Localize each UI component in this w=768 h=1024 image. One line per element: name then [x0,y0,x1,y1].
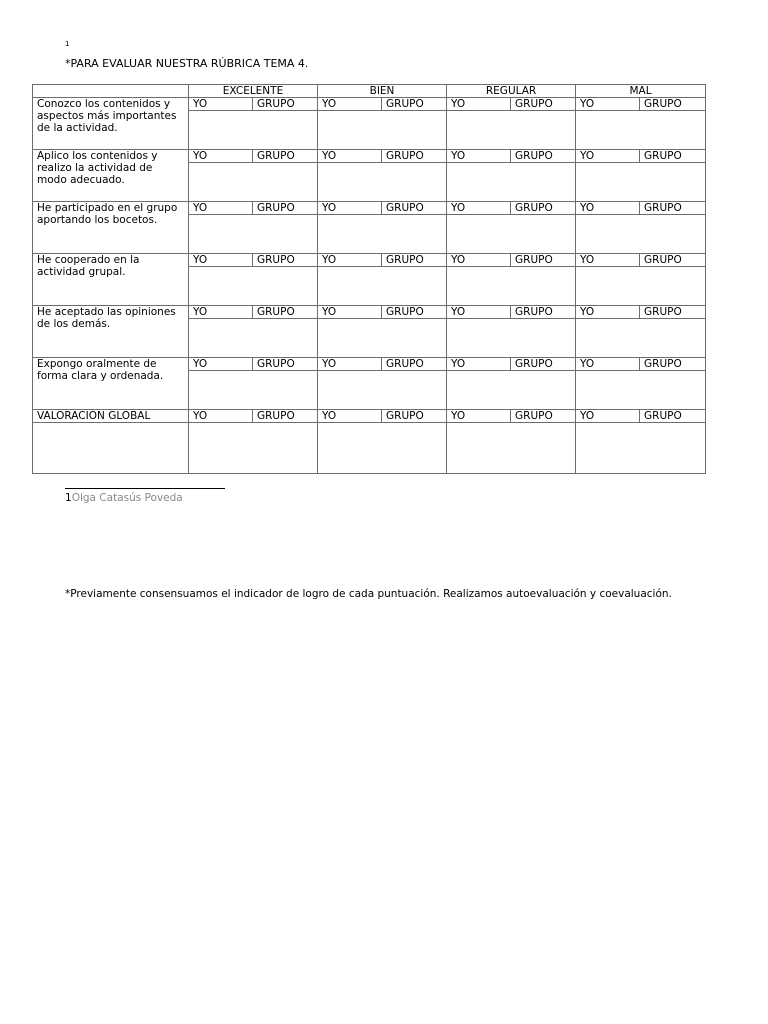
yo-label: YO [189,202,253,215]
footnote-author: Olga Catasús Poveda [71,492,183,504]
yo-label: YO [318,358,382,371]
yo-label: YO [576,306,640,319]
score-cell-excelente[interactable] [189,215,318,254]
score-cell-mal[interactable] [576,163,706,202]
global-cell-regular[interactable] [447,423,576,474]
yo-label: YO [189,254,253,267]
criterion-label: He aceptado las opiniones de los demás. [33,306,189,358]
grupo-label: GRUPO [640,98,706,111]
yo-label: YO [189,150,253,163]
rubric-table [32,84,706,474]
score-cell-bien[interactable] [318,163,447,202]
levels-header-row [33,85,706,98]
criterion-label: Aplico los contenidos y realizo la actividad de modo adecuado. [33,150,189,202]
yo-label: YO [447,98,511,111]
score-cell-excelente[interactable] [189,371,318,410]
grupo-label: GRUPO [511,306,576,319]
yo-label: YO [447,150,511,163]
grupo-label: GRUPO [382,98,447,111]
global-header-row [33,410,706,423]
grupo-label: GRUPO [511,202,576,215]
subheader-row [33,306,706,319]
score-cell-mal[interactable] [576,111,706,150]
subheader-row [33,358,706,371]
yo-label: YO [447,358,511,371]
grupo-label: GRUPO [511,98,576,111]
grupo-label: GRUPO [382,306,447,319]
grupo-label: GRUPO [511,410,576,423]
score-cell-regular[interactable] [447,319,576,358]
grupo-label: GRUPO [253,410,318,423]
score-cell-mal[interactable] [576,215,706,254]
global-label: VALORACIÓN GLOBAL [33,410,189,423]
grupo-label: GRUPO [382,150,447,163]
criterion-label: He cooperado en la actividad grupal. [33,254,189,306]
yo-label: YO [576,358,640,371]
grupo-label: GRUPO [640,410,706,423]
level-regular: REGULAR [447,85,576,98]
footnote-separator [65,488,225,489]
yo-label: YO [189,358,253,371]
grupo-label: GRUPO [253,306,318,319]
level-bien: BIEN [318,85,447,98]
yo-label: YO [576,410,640,423]
yo-label: YO [447,254,511,267]
grupo-label: GRUPO [253,98,318,111]
yo-label: YO [189,98,253,111]
yo-label: YO [189,306,253,319]
page-title: *PARA EVALUAR NUESTRA RÚBRICA TEMA 4. [65,57,309,70]
grupo-label: GRUPO [382,254,447,267]
criterion-label: Expongo oralmente de forma clara y ordenada. [33,358,189,410]
subheader-row [33,254,706,267]
yo-label: YO [318,150,382,163]
yo-label: YO [576,98,640,111]
grupo-label: GRUPO [382,358,447,371]
score-cell-regular[interactable] [447,215,576,254]
yo-label: YO [189,410,253,423]
yo-label: YO [576,254,640,267]
score-cell-excelente[interactable] [189,163,318,202]
yo-label: YO [576,150,640,163]
score-cell-regular[interactable] [447,163,576,202]
yo-label: YO [318,98,382,111]
score-cell-regular[interactable] [447,371,576,410]
global-cell-excelente[interactable] [189,423,318,474]
subheader-row [33,150,706,163]
level-excelente: EXCELENTE [189,85,318,98]
score-cell-bien[interactable] [318,319,447,358]
footnote [65,492,183,504]
score-cell-excelente[interactable] [189,111,318,150]
yo-label: YO [318,202,382,215]
subheader-row [33,98,706,111]
score-cell-excelente[interactable] [189,267,318,306]
grupo-label: GRUPO [382,410,447,423]
yo-label: YO [318,306,382,319]
score-cell-bien[interactable] [318,215,447,254]
score-cell-regular[interactable] [447,111,576,150]
criterion-label: Conozco los contenidos y aspectos más importantes de la actividad. [33,98,189,150]
grupo-label: GRUPO [640,358,706,371]
footnote-number: 1 [65,492,72,504]
grupo-label: GRUPO [640,254,706,267]
yo-label: YO [318,410,382,423]
yo-label: YO [576,202,640,215]
criterion-label: He participado en el grupo aportando los bocetos. [33,202,189,254]
grupo-label: GRUPO [511,358,576,371]
grupo-label: GRUPO [382,202,447,215]
grupo-label: GRUPO [640,306,706,319]
score-cell-mal[interactable] [576,267,706,306]
level-mal: MAL [576,85,706,98]
grupo-label: GRUPO [640,202,706,215]
yo-label: YO [447,202,511,215]
grupo-label: GRUPO [640,150,706,163]
yo-label: YO [447,306,511,319]
score-cell-bien[interactable] [318,267,447,306]
grupo-label: GRUPO [253,150,318,163]
score-cell-bien[interactable] [318,371,447,410]
global-score-row [33,423,706,474]
grupo-label: GRUPO [253,358,318,371]
score-cell-regular[interactable] [447,267,576,306]
grupo-label: GRUPO [511,150,576,163]
yo-label: YO [318,254,382,267]
grupo-label: GRUPO [253,202,318,215]
footnote-marker: 1 [65,40,70,48]
score-cell-mal[interactable] [576,371,706,410]
grupo-label: GRUPO [511,254,576,267]
subheader-row [33,202,706,215]
empty-corner-cell [33,85,189,98]
score-cell-excelente[interactable] [189,319,318,358]
score-cell-mal[interactable] [576,319,706,358]
global-empty-cell [33,423,189,474]
global-cell-bien[interactable] [318,423,447,474]
global-cell-mal[interactable] [576,423,706,474]
bottom-note: *Previamente consensuamos el indicador de logro de cada puntuación. Realizamos autoevaluación y coevaluación. [65,588,672,600]
score-cell-bien[interactable] [318,111,447,150]
grupo-label: GRUPO [253,254,318,267]
yo-label: YO [447,410,511,423]
